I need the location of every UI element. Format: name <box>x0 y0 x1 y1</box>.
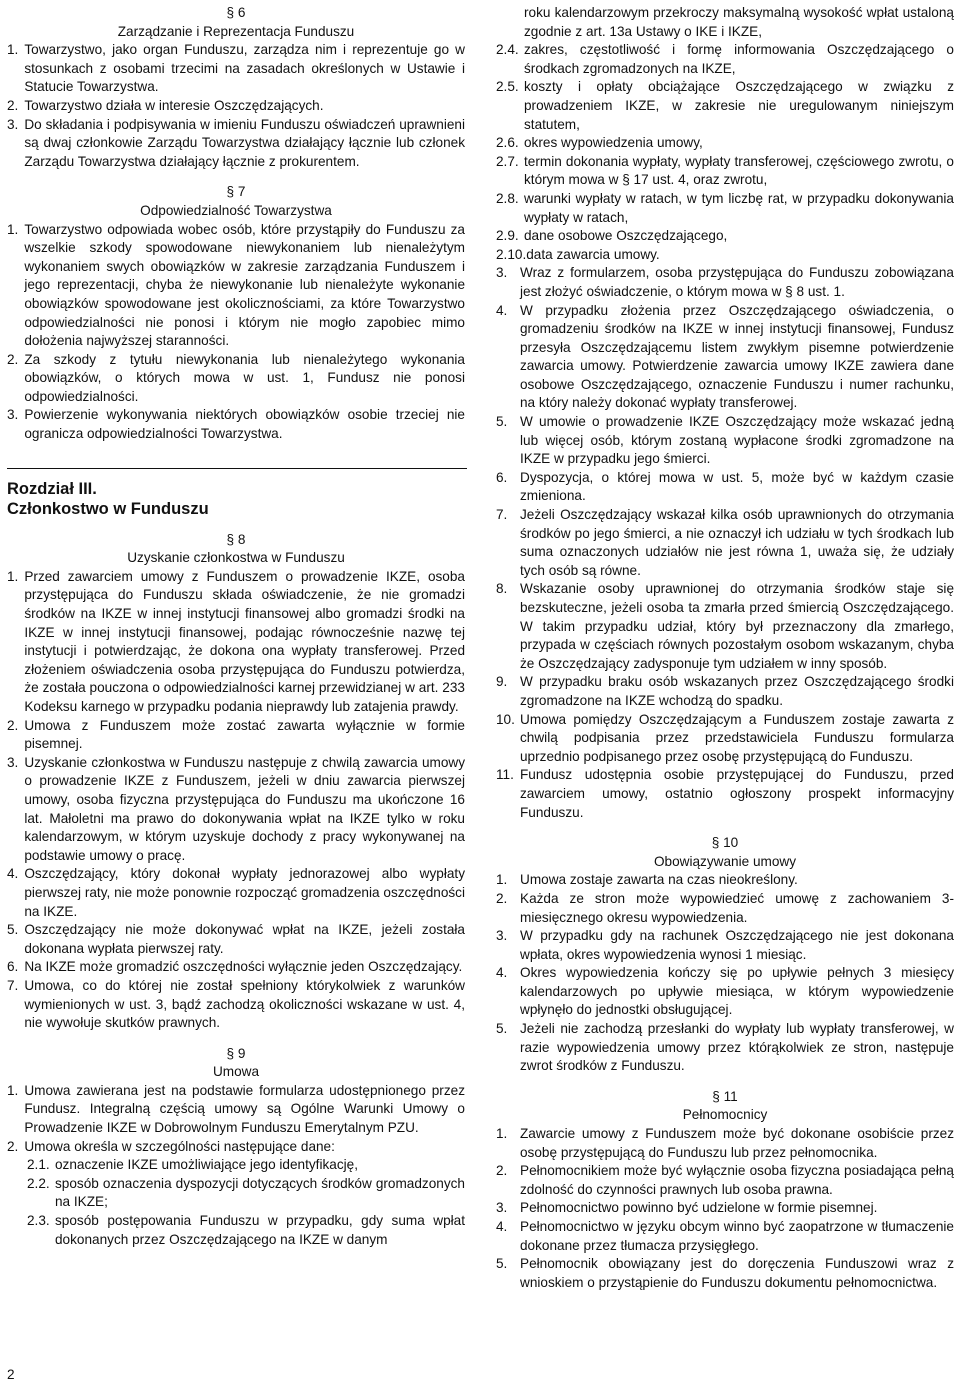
list-item <box>7 754 465 866</box>
chapter-heading <box>7 479 465 519</box>
list-item <box>7 41 465 97</box>
item-text: okres wypowiedzenia umowy, <box>524 135 703 151</box>
list-item <box>496 1020 954 1076</box>
list-item <box>7 977 465 1033</box>
list-item <box>496 264 954 301</box>
item-text: W przypadku braku osób wskazanych przez Oszczędzającego środki zgromadzone na IKZE wchodzą do spadku. <box>520 674 954 708</box>
item-number: 2. <box>7 1138 19 1154</box>
section-title: Uzyskanie członkostwa w Funduszu <box>127 550 345 566</box>
section-9-list <box>7 1082 465 1249</box>
list-item <box>496 506 954 580</box>
item-number: 2.4. <box>496 42 519 58</box>
item-number: 2.3. <box>27 1213 50 1229</box>
item-text: data zawarcia umowy. <box>526 246 660 262</box>
sub-list-item <box>496 246 954 265</box>
item-number: 4. <box>496 1219 508 1234</box>
list-item <box>7 1138 465 1157</box>
section-title: Pełnomocnicy <box>682 1107 768 1123</box>
section-11-heading <box>496 1088 954 1125</box>
sub-list-item <box>496 153 954 190</box>
item-number: 10. <box>496 711 515 727</box>
list-item <box>496 1255 954 1292</box>
item-number: 6. <box>496 469 508 485</box>
chapter-title: Członkostwo w Funduszu <box>7 499 209 518</box>
section-8-list <box>7 568 465 1033</box>
item-number: 5. <box>496 1021 508 1037</box>
item-number: 2.10. <box>496 246 527 262</box>
item-number: 2.9. <box>496 228 519 244</box>
list-item <box>7 406 465 443</box>
item-number: 2. <box>7 97 19 113</box>
section-9-sub-list <box>496 41 954 264</box>
item-text: Uzyskanie członkostwa w Funduszu następuje z chwilą zawarcia umowy o prowadzenie IKZE z Funduszem, jeżeli w dniu zawarcia pierwszej umowy, osoba fizyczna przystępująca do Funduszu ma ukończone 16 lat. Małoletni ma prawo do dokonywania wpłat na IKZE tylko w roku kalendarzowym, w którym uzyskuje dochody z pracy wykonywanej na podstawie umowy o pracę. <box>24 754 465 863</box>
item-number: 2.2. <box>27 1175 50 1191</box>
item-text: warunki wypłaty w ratach, w tym liczbę rat, w przypadku dokonywania wypłaty w ratach, <box>524 190 954 225</box>
item-text: koszty i opłaty obciążające Oszczędzającego w związku z prowadzeniem IKZE, w zakresie nie uregulowanym niniejszym statutem, <box>524 79 954 132</box>
item-text: Umowa z Funduszem może zostać zawarta wyłącznie w formie pisemnej. <box>24 717 465 752</box>
item-number: 3. <box>7 407 19 423</box>
item-text: Umowa, co do której nie został spełniony którykolwiek z warunków wymienionych w ust. 3, bądź zachodzą okoliczności wskazane w ust. 4, nie wywołuje skutków prawnych. <box>24 977 465 1031</box>
section-title: Zarządzanie i Reprezentacja Funduszu <box>117 23 355 39</box>
section-number: § 9 <box>226 1045 246 1061</box>
list-item <box>7 717 465 754</box>
item-text: Za szkody z tytułu niewykonania lub nienależytego wykonania obowiązków, o których mowa w ust. 1, Fundusz nie ponosi odpowiedzialności. <box>24 351 465 404</box>
list-item <box>7 351 465 407</box>
left-column <box>7 4 465 1249</box>
page-number: 2 <box>7 1367 15 1382</box>
section-9-heading <box>7 1045 465 1082</box>
section-8-heading <box>7 531 465 568</box>
item-text: oznaczenie IKZE umożliwiające jego identyfikację, <box>55 1157 358 1173</box>
item-number: 3. <box>7 116 19 132</box>
item-number: 1. <box>7 1082 19 1098</box>
list-item <box>496 1162 954 1199</box>
list-item <box>496 766 954 822</box>
list-item <box>496 1218 954 1255</box>
item-text: Oszczędzający nie może dokonywać wpłat na IKZE, jeżeli została dokonana wypłata pierwszej raty. <box>24 922 465 956</box>
item-text: Jeżeli Oszczędzający wskazał kilka osób uprawnionych do otrzymania środków po jego śmierci, a nie oznaczył ich udziału w tych środkach lub suma oznaczonych udziałów nie jest równa 1, uważa się, że udziały tych osób są równe. <box>520 507 954 578</box>
item-number: 1. <box>496 1126 508 1142</box>
item-text: Pełnomocnikiem może być wyłącznie osoba fizyczna posiadająca pełną zdolność do czynności prawnych lub osoba prawna. <box>520 1163 954 1197</box>
item-text: Każda ze stron może wypowiedzieć umowę z zachowaniem 3-miesięcznego okresu wypowiedzenia. <box>520 890 954 925</box>
item-text: Wraz z formularzem, osoba przystępująca do Funduszu zobowiązana jest złożyć oświadczenie, o którym mowa w § 8 ust. 1. <box>520 265 954 299</box>
item-number: 4. <box>7 866 19 882</box>
item-text: Okres wypowiedzenia kończy się po upływie pełnych 3 miesięcy kalendarzowych po upływie miesiąca, w którym wypowiedzenie wpłynęło do jednostki obsługującej. <box>520 965 954 1018</box>
list-item <box>496 871 954 890</box>
list-item <box>7 221 465 351</box>
section-11-list <box>496 1125 954 1292</box>
item-text: termin dokonania wypłaty, wypłaty transferowej, częściowego zwrotu, o którym mowa w § 17 ust. 4, oraz zwrotu, <box>524 153 954 188</box>
section-10-list <box>496 871 954 1076</box>
list-item <box>496 413 954 469</box>
section-title: Umowa <box>212 1064 260 1080</box>
item-text: Powierzenie wykonywania niektórych obowiązków osobie trzeciej nie ogranicza odpowiedzialności Towarzystwa. <box>24 407 465 442</box>
sub-list-item <box>496 41 954 78</box>
item-number: 2. <box>7 717 19 733</box>
item-text: Umowa zostaje zawarta na czas nieokreślony. <box>520 872 798 888</box>
item-number: 2. <box>496 890 508 906</box>
item-text: Fundusz udostępnia osobie przystępującej do Funduszu, przed zawarciem umowy, ostatnio ogłoszony prospekt informacyjny Funduszu. <box>520 767 954 820</box>
item-number: 3. <box>496 928 508 944</box>
item-text: Do składania i podpisywania w imieniu Funduszu oświadczeń uprawnieni są dwaj członkowie Zarządu Towarzystwa działający łącznie lub członek Zarządu Towarzystwa działający łącznie z prokurentem. <box>24 116 465 169</box>
section-title: Odpowiedzialność Towarzystwa <box>140 202 332 218</box>
item-text: Na IKZE może gromadzić oszczędności wyłącznie jeden Oszczędzający. <box>24 959 463 975</box>
item-number: 8. <box>496 581 508 597</box>
sub-list-item <box>496 227 954 246</box>
item-number: 2.6. <box>496 135 519 151</box>
item-number: 4. <box>496 965 508 981</box>
item-text: Towarzystwo działa w interesie Oszczędzających. <box>24 97 324 113</box>
item-number: 3. <box>496 1200 508 1216</box>
item-number: 1. <box>496 872 508 888</box>
right-column <box>496 4 954 1292</box>
section-title: Obowiązywanie umowy <box>653 853 797 869</box>
item-text: Jeżeli nie zachodzą przesłanki do wypłaty lub wypłaty transferowej, w razie wypowiedzenia umowy przez którąkolwiek ze stron, następuje zwrot środków z Funduszu. <box>520 1021 954 1074</box>
item-number: 7. <box>496 507 508 523</box>
item-text: Oszczędzający, który dokonał wypłaty jednorazowej albo wypłaty pierwszej raty, nie może ponownie rozpocząć gromadzenia oszczędności na IKZE. <box>24 866 465 919</box>
item-text: Dyspozycja, o której mowa w ust. 5, może być w każdym czasie zmieniona. <box>520 469 954 504</box>
item-number: 9. <box>496 674 508 690</box>
item-number: 1. <box>7 221 19 237</box>
item-number: 3. <box>496 265 508 281</box>
item-number: 3. <box>7 754 19 770</box>
item-number: 1. <box>7 568 19 584</box>
list-item <box>7 958 465 977</box>
item-text: Towarzystwo, jako organ Funduszu, zarządza nim i reprezentuje go w stosunkach z osobami trzecimi na zasadach określonych w Ustawie i Statucie Towarzystwa. <box>24 42 465 95</box>
list-item <box>496 964 954 1020</box>
chapter-divider <box>7 468 467 469</box>
list-item <box>7 921 465 958</box>
item-number: 7. <box>7 977 19 993</box>
list-item <box>496 890 954 927</box>
list-item <box>496 1125 954 1162</box>
item-text: sposób oznaczenia dyspozycji dotyczących środków gromadzonych na IKZE; <box>55 1175 465 1210</box>
section-number: § 6 <box>226 5 246 20</box>
item-number: 1. <box>7 42 19 58</box>
list-item <box>7 1082 465 1138</box>
section-number: § 10 <box>711 835 739 851</box>
sub-list-item <box>496 190 954 227</box>
item-text: Pełnomocnictwo powinno być udzielone w formie pisemnej. <box>520 1200 878 1216</box>
item-text: Pełnomocnik obowiązany jest do doręczenia Funduszowi wraz z wnioskiem o przystąpienie do Funduszu dokumentu pełnomocnictwa. <box>520 1256 954 1290</box>
chapter-number: Rozdział III. <box>7 479 97 498</box>
section-7-heading <box>7 183 465 220</box>
item-number: 5. <box>496 414 508 430</box>
list-item <box>496 469 954 506</box>
item-text: Umowa zawierana jest na podstawie formularza udostępnionego przez Fundusz. Integralną częścią umowy są Ogólne Warunki Umowy o Prowadzenie IKZE w Dobrowolnym Funduszu Emerytalnym PZU. <box>24 1082 465 1136</box>
section-10-heading <box>496 834 954 871</box>
item-text: W przypadku gdy na rachunek Oszczędzającego nie jest dokonana wpłata, okres wypowiedzenia wynosi 1 miesiąc. <box>520 928 954 962</box>
item-text: Towarzystwo odpowiada wobec osób, które przystąpiły do Funduszu za wszelkie szkody spowodowane niewykonaniem lub nienależytym wykonaniem swych obowiązków w zakresie zarządzania Funduszem i jego reprezentacji, chyba że niewykonanie lub nienależyte wykonanie obowiązków spowodowane jest okolicznościami, za które Towarzystwo odpowiedzialności nie ponosi i którym nie mogło zapobiec mimo dołożenia najwyższej staranności. <box>24 221 465 349</box>
item-text: Zawarcie umowy z Funduszem może być dokonane osobiście przez osobę przystępującą do Funduszu lub przez pełnomocnika. <box>520 1126 954 1160</box>
section-6-heading <box>7 4 465 41</box>
item-text: W przypadku złożenia przez Oszczędzającego oświadczenia, o gromadzeniu środków na IKZE w innej instytucji finansowej, Fundusz przesyła Oszczędzającemu listem zwykłym pisemne potwierdzenie zawarcia umowy. Potwierdzenie zawarcia umowy IKZE zawiera dane osobowe Oszczędzającego, oznaczenie Funduszu i numer rachunku, na który należy dokonać wypłaty transferowej. <box>520 302 954 411</box>
item-text: Przed zawarciem umowy z Funduszem o prowadzenie IKZE, osoba przystępująca do Funduszu składa oświadczenie, że nie gromadzi środków na IKZE w innej instytucji finansowej albo gromadzi środki na IKZE w innej instytucji finansowej, podając równocześnie nazwę tej instytucji i potwierdzając, że dokona ona wypłaty transferowej. Przed złożeniem oświadczenia osoba przystępująca do Funduszu potwierdza, że została pouczona o odpowiedzialności karnej przewidzianej w art. 233 Kodeksu karnego w przypadku podania nieprawdy lub zatajenia prawdy. <box>24 568 465 714</box>
item-number: 11. <box>496 767 514 783</box>
item-number: 5. <box>496 1256 508 1272</box>
item-text: zakres, częstotliwość i formę informowania Oszczędzającego o środkach zgromadzonych na IKZE, <box>524 42 954 76</box>
list-item <box>496 1199 954 1218</box>
item-number: 6. <box>7 959 19 975</box>
list-item <box>496 673 954 710</box>
list-item <box>496 711 954 767</box>
item-number: 2. <box>7 351 19 367</box>
section-9-list-continued <box>496 264 954 822</box>
item-number: 2. <box>496 1163 508 1179</box>
item-number: 2.7. <box>496 153 519 169</box>
item-text: Umowa określa w szczególności następujące dane: <box>24 1138 335 1154</box>
sub-list-item <box>7 1212 465 1249</box>
item-text: W umowie o prowadzenie IKZE Oszczędzający może wskazać jedną lub więcej osób, którym zostaną wypłacone środki zgromadzone na IKZE w przypadku jego śmierci. <box>520 414 954 467</box>
item-text: Pełnomocnictwo w języku obcym winno być zaopatrzone w tłumaczenie dokonane przez tłumacza przysięgłego. <box>520 1219 954 1253</box>
list-item <box>7 116 465 172</box>
list-item <box>7 97 465 116</box>
section-6-list <box>7 41 465 171</box>
item-text: Umowa pomiędzy Oszczędzającym a Funduszem zostaje zawarta z chwilą podpisania przez przedstawiciela Funduszu formularza uprzednio podpisanego przez osobę przystępującą do Funduszu. <box>520 711 954 764</box>
item-text: sposób postępowania Funduszu w przypadku, gdy suma wpłat dokonanych przez Oszczędzającego na IKZE w danym <box>55 1213 465 1247</box>
section-number: § 11 <box>712 1088 738 1104</box>
item-number: 2.8. <box>496 190 519 206</box>
section-number: § 8 <box>226 531 246 547</box>
list-item <box>7 568 465 717</box>
sub-list-item <box>496 134 954 153</box>
item-number: 2.5. <box>496 79 519 95</box>
section-number: § 7 <box>226 184 246 200</box>
item-text: Wskazanie osoby uprawnionej do otrzymania środków staje się bezskuteczne, jeżeli osoba ta zmarła przed śmiercią Oszczędzającego. W takim przypadku udział, który był przeznaczony dla zmarłego, przypada w częściach równych pozostałym osobom wskazanym, chyba że Oszczędzający zadysponuje tym udziałem w inny sposób. <box>520 581 954 671</box>
list-item <box>496 580 954 673</box>
item-number: 4. <box>496 302 508 318</box>
list-item <box>7 865 465 921</box>
sub-list-item <box>7 1156 465 1175</box>
sub-list-item <box>496 78 954 134</box>
list-item <box>496 302 954 414</box>
item-number: 5. <box>7 922 19 938</box>
list-item <box>496 927 954 964</box>
continued-text: roku kalendarzowym przekroczy maksymalną wysokość wpłat ustaloną zgodnie z art. 13a Ustawy o IKE i IKZE, <box>524 5 954 39</box>
sub-list-item <box>7 1175 465 1212</box>
item-number: 2.1. <box>27 1157 50 1173</box>
section-7-list <box>7 221 465 444</box>
item-text: dane osobowe Oszczędzającego, <box>524 228 728 244</box>
